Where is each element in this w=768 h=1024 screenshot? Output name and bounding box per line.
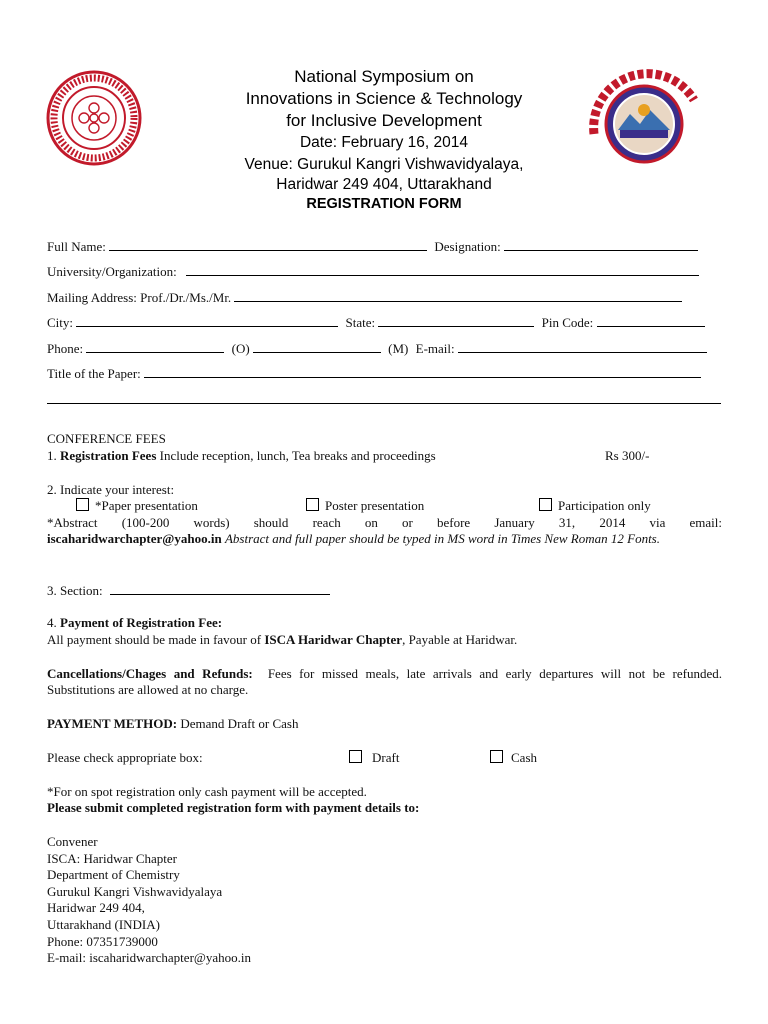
pin-label: Pin Code:	[541, 315, 594, 330]
mobile-label: (M)	[388, 341, 409, 356]
draft-checkbox[interactable]	[349, 750, 362, 763]
fee-item-text: Include reception, lunch, Tea breaks and proceedings	[159, 448, 436, 463]
city-label: City:	[47, 315, 74, 330]
interest-label: 2. Indicate your interest:	[47, 482, 175, 497]
submit-instruction: Please submit completed registration form with payment details to:	[47, 800, 420, 815]
section-row	[47, 582, 330, 599]
office-label: (O)	[231, 341, 250, 356]
university-field[interactable]	[186, 263, 699, 276]
convener-address	[47, 834, 251, 967]
section-field[interactable]	[110, 582, 330, 595]
paper-presentation-option[interactable]	[76, 498, 198, 514]
paper-title-label: Title of the Paper:	[47, 366, 141, 381]
cash-label: Cash	[511, 750, 537, 765]
registration-fee-row	[47, 448, 722, 464]
symposium-title-3: for Inclusive Development	[286, 111, 482, 130]
symposium-title-2: Innovations in Science & Technology	[245, 89, 523, 108]
full-name-label: Full Name:	[47, 239, 106, 254]
fee-item-title: Registration Fees	[60, 448, 157, 463]
state-label: State:	[345, 315, 376, 330]
payment-heading: Payment of Registration Fee:	[60, 615, 223, 630]
designation-label: Designation:	[434, 239, 501, 254]
pin-field[interactable]	[597, 314, 705, 327]
venue-line-1: Venue: Gurukul Kangri Vishwavidyalaya,	[244, 156, 524, 173]
draft-option[interactable]	[349, 750, 399, 766]
symposium-title-1: National Symposium on	[294, 67, 474, 86]
paper-title-field[interactable]	[144, 365, 701, 378]
section-label: 3. Section:	[47, 583, 103, 598]
paper-title-field-2[interactable]	[47, 403, 721, 404]
paper-title-row	[47, 365, 701, 382]
abstract-email: iscaharidwarchapter@yahoo.in	[47, 531, 222, 546]
cancellation-heading: Cancellations/Chages and Refunds:	[47, 666, 253, 681]
abstract-note: Abstract and full paper should be typed in MS word in Times New Roman 12 Fonts.	[224, 531, 660, 546]
paper-presentation-label: *Paper presentation	[95, 498, 198, 513]
payment-method-text: Demand Draft or Cash	[180, 716, 299, 731]
phone-label: Phone:	[47, 341, 84, 356]
address-line-6: Uttarakhand (INDIA)	[47, 916, 160, 932]
draft-label: Draft	[372, 750, 400, 765]
payment-payee: ISCA Haridwar Chapter	[264, 632, 403, 647]
university-row	[47, 263, 699, 280]
isca-logo	[46, 70, 142, 166]
venue-line-2: Haridwar 249 404, Uttarakhand	[276, 176, 492, 193]
abstract-note-block	[47, 531, 722, 547]
payment-text-row	[47, 632, 517, 648]
poster-presentation-checkbox[interactable]	[306, 498, 319, 511]
address-line-1: Convener	[47, 834, 98, 849]
check-box-label: Please check appropriate box:	[47, 750, 203, 765]
abstract-deadline: *Abstract (100-200 words) should reach on or before January 31, 2014 via email:	[47, 515, 722, 530]
payment-method-heading: PAYMENT METHOD:	[47, 716, 178, 731]
email-label: E-mail:	[415, 341, 455, 356]
cash-option[interactable]	[490, 750, 537, 766]
full-name-row	[47, 238, 698, 255]
university-label: University/Organization:	[47, 264, 177, 279]
mailing-row	[47, 289, 682, 306]
form-header	[170, 66, 598, 214]
address-line-3: Department of Chemistry	[47, 867, 180, 883]
address-line-2: ISCA: Haridwar Chapter	[47, 850, 177, 866]
cancellation-text: Fees for missed meals, late arrivals and early departures will not be refunded. Substitutions are allowed at no charge.	[47, 666, 722, 697]
payment-heading-row	[47, 615, 222, 631]
payment-text-post: , Payable at Haridwar.	[402, 632, 518, 647]
address-phone: Phone: 07351739000	[47, 933, 158, 949]
fee-amount: Rs 300/-	[605, 448, 650, 463]
city-row	[47, 314, 705, 331]
mailing-field[interactable]	[234, 289, 682, 302]
gurukul-logo	[580, 60, 708, 168]
participation-only-option[interactable]	[539, 498, 651, 514]
designation-field[interactable]	[504, 238, 698, 251]
poster-presentation-option[interactable]	[306, 498, 424, 514]
city-field[interactable]	[76, 314, 338, 327]
phone-mobile-field[interactable]	[253, 340, 381, 353]
participation-only-checkbox[interactable]	[539, 498, 552, 511]
fee-item-number: 1.	[47, 448, 57, 463]
cash-checkbox[interactable]	[490, 750, 503, 763]
mailing-label: Mailing Address: Prof./Dr./Ms./Mr.	[47, 290, 232, 305]
address-email: E-mail: iscaharidwarchapter@yahoo.in	[47, 950, 252, 966]
phone-row	[47, 340, 707, 357]
cancellation-block	[47, 666, 722, 698]
state-field[interactable]	[378, 314, 534, 327]
address-line-5: Haridwar 249 404,	[47, 900, 145, 916]
paper-presentation-checkbox[interactable]	[76, 498, 89, 511]
participation-only-label: Participation only	[558, 498, 651, 513]
fees-heading: CONFERENCE FEES	[47, 431, 166, 446]
address-line-4: Gurukul Kangri Vishwavidyalaya	[47, 883, 223, 899]
form-title: REGISTRATION FORM	[306, 196, 462, 212]
poster-presentation-label: Poster presentation	[325, 498, 425, 513]
payment-method-row	[47, 716, 298, 732]
payment-number: 4.	[47, 615, 57, 630]
email-field[interactable]	[458, 340, 707, 353]
full-name-field[interactable]	[109, 238, 427, 251]
spot-registration-note: *For on spot registration only cash payment will be accepted.	[47, 784, 367, 799]
phone-office-field[interactable]	[86, 340, 224, 353]
symposium-date: Date: February 16, 2014	[299, 134, 469, 151]
payment-text-pre: All payment should be made in favour of	[47, 632, 262, 647]
